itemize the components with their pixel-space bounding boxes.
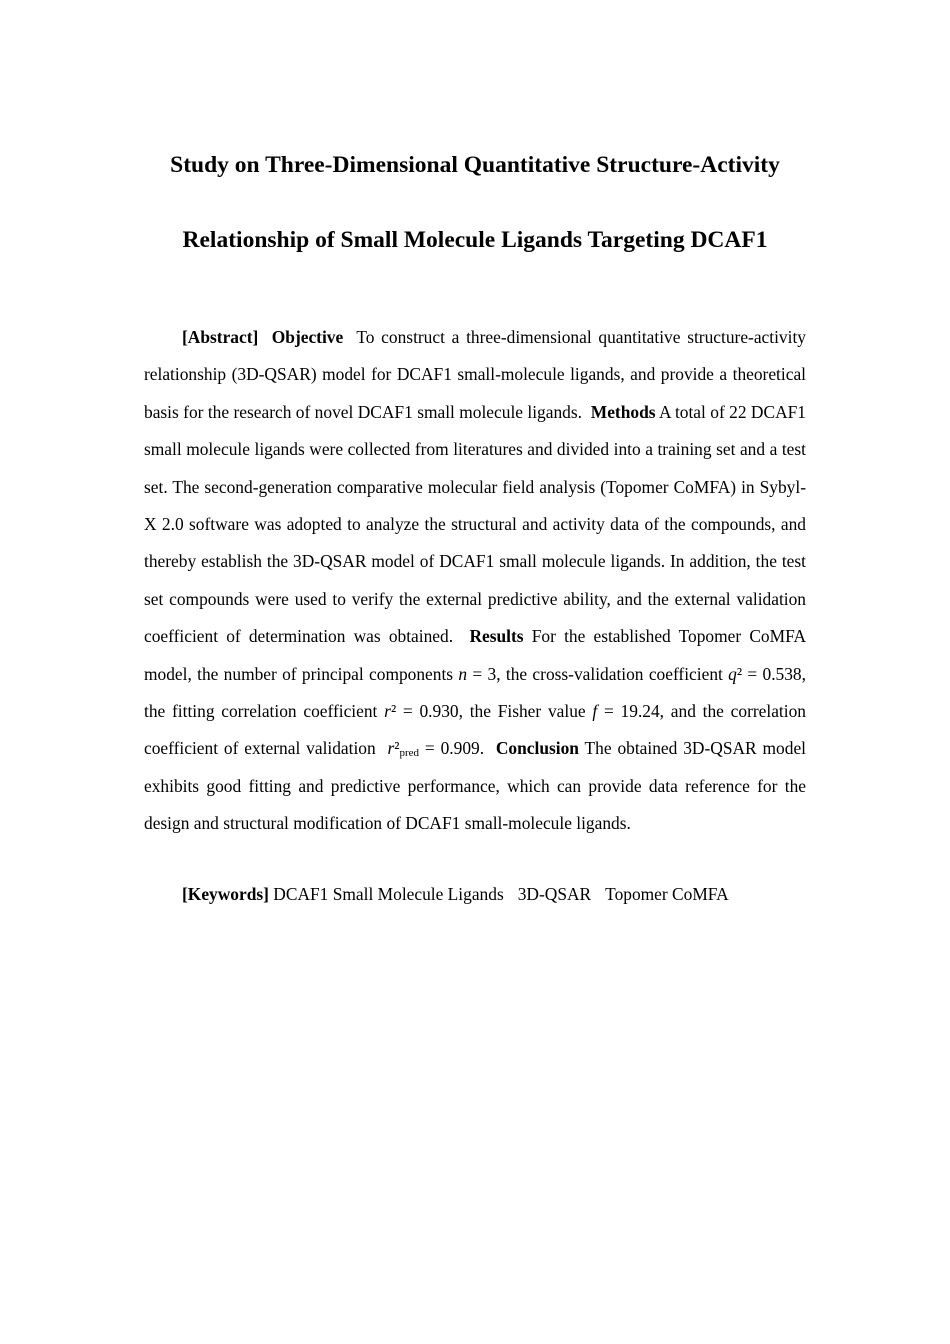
results-text-3: ² = 0.538, the fitting correlation coefficient (144, 663, 806, 722)
objective-label: Objective (271, 327, 344, 347)
var-r2: r (387, 738, 395, 759)
title-line-2: Relationship of Small Molecule Ligands Targeting DCAF1 (182, 227, 768, 253)
paper-title (144, 0, 806, 278)
keyword-item: DCAF1 Small Molecule Ligands (273, 883, 504, 904)
keywords-line (144, 876, 806, 913)
results-label: Results (469, 626, 524, 647)
results-text-2: = 3, the cross-validation coefficient (472, 663, 723, 684)
methods-text: A total of 22 DCAF1 small molecule ligands were collected from literatures and divided into a training set and a test set. The second-generation comparative molecular field analysis (Topomer CoMFA) in Sybyl-X 2.0 software was adopted to analyze the structural and activity data of the compounds, and thereby establish the 3D-QSAR model of DCAF1 small molecule ligands. In addition, the test set compounds were used to verify the external predictive ability, and the external validation coefficient of determination was obtained. (144, 401, 806, 647)
title-line-1: Study on Three-Dimensional Quantitative Structure-Activity (170, 152, 780, 178)
subscript-pred: pred (399, 747, 420, 760)
conclusion-text: The obtained 3D-QSAR model exhibits good fitting and predictive performance, which can provide data reference for the design and structural modification of DCAF1 small-molecule ligands. (144, 738, 807, 834)
var-r: r (384, 701, 391, 722)
results-text-5: = 19.24, and the correlation coefficient of external validation (144, 701, 806, 759)
keyword-item: 3D-QSAR (517, 883, 592, 904)
paper-page (144, 0, 806, 913)
var-q: q (728, 663, 737, 684)
keywords-label: [Keywords] (182, 883, 269, 904)
results-text-1: For the established Topomer CoMFA model, the number of principal components (144, 626, 807, 684)
abstract-paragraph (144, 319, 806, 843)
results-text-6: = 0.909. (424, 738, 485, 759)
methods-label: Methods (590, 401, 656, 422)
conclusion-label: Conclusion (495, 738, 579, 759)
keyword-item: Topomer CoMFA (605, 883, 729, 904)
results-text-4: ² = 0.930, the Fisher value (390, 701, 586, 722)
var-f: f (592, 701, 598, 722)
var-n: n (458, 663, 468, 684)
objective-text: To construct a three-dimensional quantitative structure-activity relationship (3D-QSAR) model for DCAF1 small-molecule ligands, and provide a theoretical basis for the research of novel DCAF1 small molecule ligands. (144, 327, 806, 422)
abstract-label: [Abstract] (182, 327, 259, 347)
superscript-2: ² (394, 738, 400, 759)
